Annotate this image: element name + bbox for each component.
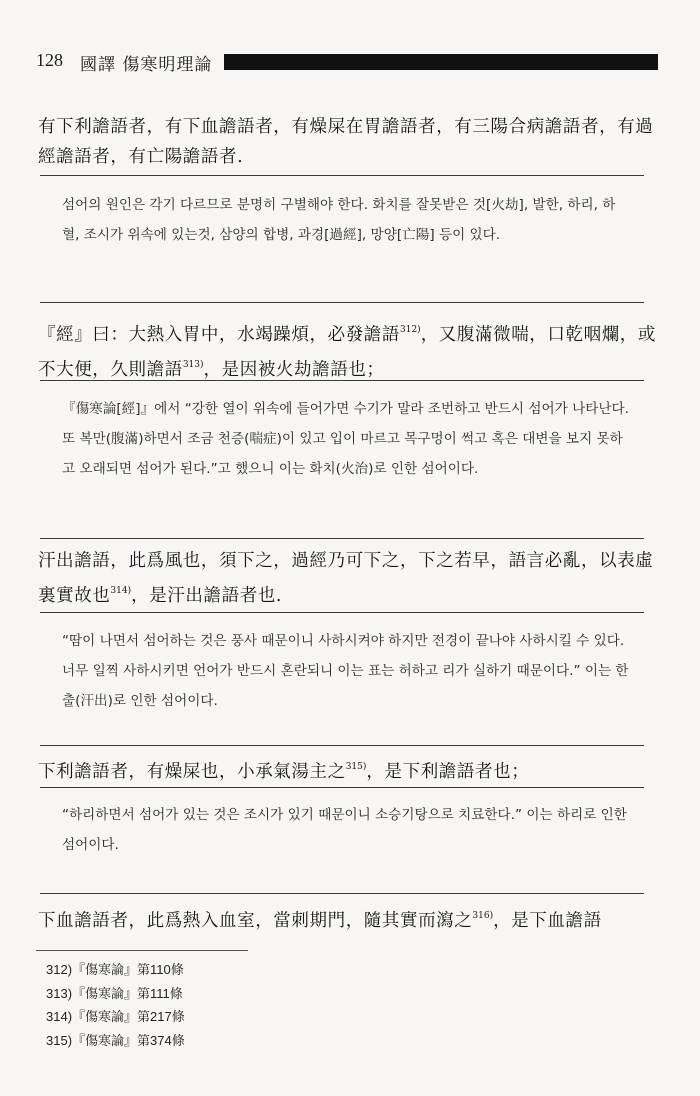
- footnote-ref: 316): [472, 911, 494, 921]
- footnote-ref: 315): [345, 762, 367, 772]
- footnote-ref: 314): [110, 586, 132, 596]
- divider: [40, 302, 644, 303]
- footnote-313: 313)『傷寒論』第111條: [46, 985, 183, 1001]
- classic-text-5: 下血譫語者，此爲熱入血室，當刺期門，隨其實而瀉之$^{316)}$，是下血譫語: [38, 911, 602, 931]
- divider: [40, 175, 644, 176]
- classic-text-3: 汗出譫語，此爲風也，須下之，過經乃可下之，下之若早，語言必亂，以表虛裏實故也$^{314)}$，是汗出譫語者也.: [38, 551, 654, 606]
- footnote-312: 312)『傷寒論』第110條: [46, 962, 184, 977]
- korean-translation-2: 『傷寒論[經]』에서 “강한 열이 위속에 들어가면 수기가 말라 조번하고 반드시 섬어가 나타난다. 또 복만(腹滿)하면서 조금 천증(喘症)이 있고 입이 마르고 목구멍이 썩고 혹은 대변을 보지 못하고 오래되면 섬어가 된다.”고 했으니 이는 화치(火治)로 인한 섬어이다.: [62, 401, 629, 477]
- korean-translation-3: “땀이 나면서 섬어하는 것은 풍사 때문이니 사하시켜야 하지만 전경이 끝나야 사하시킬 수 있다. 너무 일찍 사하시키면 언어가 반드시 혼란되니 이는 표는 허하고 리가 실하기 때문이다.” 이는 한출(汗出)로 인한 섬어이다.: [62, 633, 629, 709]
- footnote-ref: 313): [182, 360, 204, 370]
- footnote-divider: [36, 950, 248, 951]
- footnote-315: 315)『傷寒論』第374條: [46, 1032, 185, 1048]
- header-bar: [224, 54, 658, 70]
- page-header: [36, 48, 658, 78]
- korean-translation-1: 섬어의 원인은 각기 다르므로 분명히 구별해야 한다. 화치를 잘못받은 것[火劫], 발한, 하리, 하혈, 조시가 위속에 있는것, 삼양의 합병, 과경[過經], 망양[亡陽] 등이 있다.: [62, 197, 616, 243]
- divider: [40, 538, 644, 539]
- divider: [40, 787, 644, 788]
- footnotes: [46, 958, 185, 1052]
- page-number: 128: [36, 50, 63, 70]
- footnote-ref: 312): [400, 325, 421, 335]
- divider: [40, 745, 644, 746]
- classic-text-1: 有下利譫語者，有下血譫語者，有燥屎在胃譫語者，有三陽合病譫語者，有過經譫語者，有亡陽譫語者.: [38, 117, 654, 167]
- classic-text-4: 下利譫語者，有燥屎也，小承氣湯主之$^{315)}$，是下利譫語者也；: [38, 762, 530, 782]
- divider: [40, 893, 644, 894]
- classic-text-2: 『經』曰：大熱入胃中，水竭躁煩，必發譫語$^{312)}$，又腹滿微喘，口乾咽爛，或不大便，久則譫語$^{313)}$，是因被火劫譫語也；: [38, 325, 657, 380]
- korean-translation-4: “하리하면서 섬어가 있는 것은 조시가 있기 때문이니 소승기탕으로 치료한다.” 이는 하리로 인한 섬어이다.: [62, 807, 627, 853]
- footnote-314: 314)『傷寒論』第217條: [46, 1009, 185, 1024]
- running-title: 國譯 傷寒明理論: [80, 55, 213, 75]
- divider: [40, 380, 644, 381]
- divider: [40, 612, 644, 613]
